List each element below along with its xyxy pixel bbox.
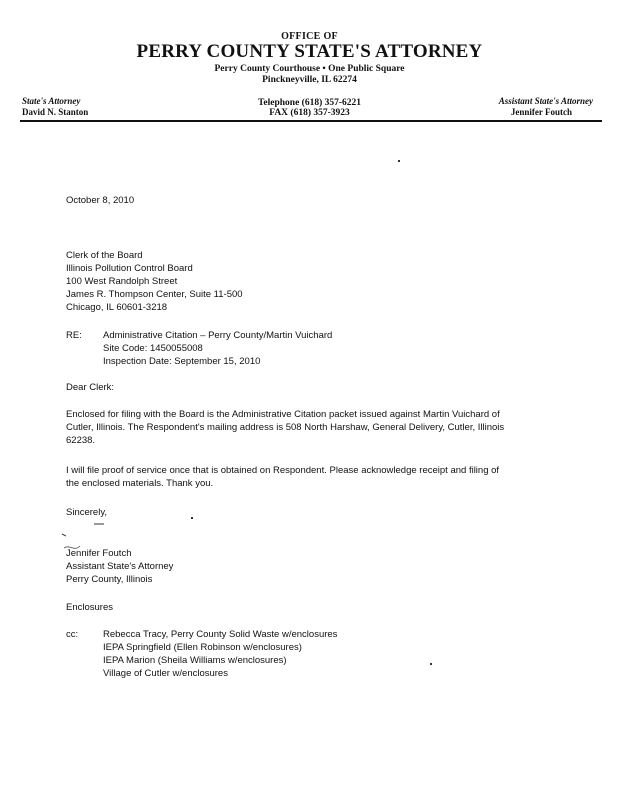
body-paragraph-2 [66, 464, 499, 490]
signature-county: Perry County, Illinois [66, 574, 153, 585]
paragraph-line: I will file proof of service once that is obtained on Respondent. Please acknowledge receipt and filing of [66, 465, 500, 476]
office-address-line1: Perry County Courthouse • One Public Square [214, 64, 405, 74]
telephone-number: Telephone (618) 357-6221 [257, 98, 362, 108]
cc-item: Village of Cutler w/enclosures [103, 668, 228, 679]
paragraph-line: the enclosed materials. Thank you. [66, 478, 214, 489]
cc-label: cc: [66, 629, 79, 640]
office-of-label: OFFICE OF [281, 31, 338, 42]
assistant-attorney-title: Assistant State's Attorney [498, 96, 593, 106]
office-name-heading: PERRY COUNTY STATE'S ATTORNEY [136, 41, 483, 62]
recipient-line: Illinois Pollution Control Board [66, 263, 193, 274]
re-label: RE: [66, 330, 82, 341]
scan-speck [430, 663, 432, 665]
cc-list [103, 628, 337, 680]
paragraph-line: Cutler, Illinois. The Respondent's mailing address is 508 North Harshaw, General Delivery, Cutler, Illinois [66, 422, 505, 433]
scan-speck [191, 517, 193, 519]
fax-number: FAX (618) 357-3923 [269, 108, 350, 118]
scan-speck [398, 160, 400, 162]
states-attorney-title: State's Attorney [22, 96, 81, 106]
letterhead-divider [20, 120, 602, 122]
signature-title: Assistant State's Attorney [66, 561, 174, 572]
salutation: Dear Clerk: [66, 382, 115, 393]
recipient-address [66, 249, 243, 314]
cc-item: Rebecca Tracy, Perry County Solid Waste w/enclosures [103, 629, 338, 640]
re-line: Site Code: 1450055008 [103, 343, 203, 354]
re-line: Inspection Date: September 15, 2010 [103, 356, 261, 367]
recipient-line: Chicago, IL 60601-3218 [66, 302, 168, 313]
letter-date: October 8, 2010 [66, 195, 135, 206]
re-line: Administrative Citation – Perry County/Martin Vuichard [103, 330, 333, 341]
paragraph-line: 62238. [66, 435, 96, 446]
cc-item: IEPA Springfield (Ellen Robinson w/enclosures) [103, 642, 302, 653]
re-subject [103, 329, 332, 368]
enclosures-label: Enclosures [66, 602, 113, 613]
recipient-line: 100 West Randolph Street [66, 276, 178, 287]
assistant-attorney-name: Jennifer Foutch [510, 107, 572, 117]
paragraph-line: Enclosed for filing with the Board is the Administrative Citation packet issued against Martin Vuichard of [66, 409, 500, 420]
signature-block [66, 547, 173, 586]
states-attorney-name: David N. Stanton [22, 107, 89, 117]
recipient-line: James R. Thompson Center, Suite 11-500 [66, 289, 243, 300]
recipient-line: Clerk of the Board [66, 250, 143, 261]
cc-item: IEPA Marion (Sheila Williams w/enclosures) [103, 655, 287, 666]
body-paragraph-1 [66, 408, 504, 447]
office-address-line2: Pinckneyville, IL 62274 [262, 75, 357, 85]
closing: Sincerely, [66, 507, 108, 518]
signature-name: Jennifer Foutch [66, 548, 132, 559]
